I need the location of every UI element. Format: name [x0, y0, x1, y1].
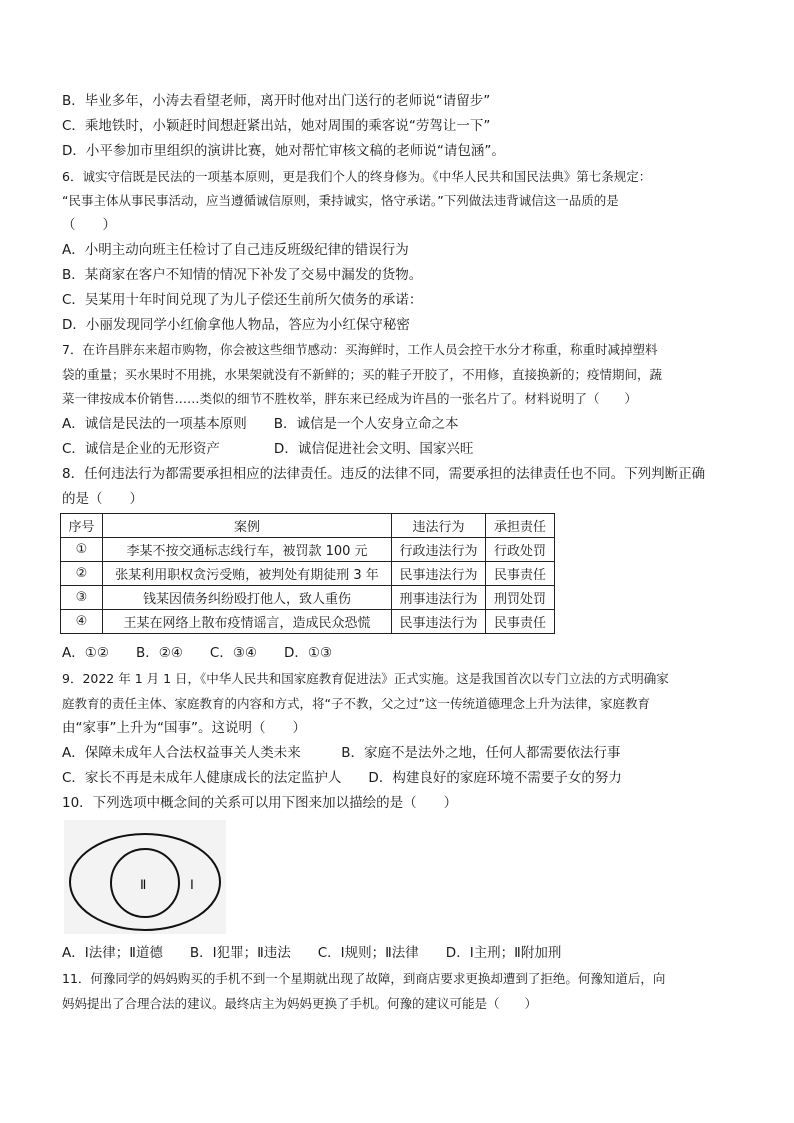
table-cell: 张某利用职权贪污受贿，被判处有期徒刑 3 年: [103, 562, 392, 586]
table-header-cell: 案例: [103, 514, 392, 538]
q9-options-ab: A．保障未成年人合法权益事关人类未来 B．家庭不是法外之地，任何人都需要依法行事: [62, 745, 621, 761]
outer-label: Ⅰ: [190, 877, 194, 892]
table-row: [61, 610, 555, 634]
table-cell: 民事违法行为: [392, 562, 486, 586]
table-header-row: [61, 514, 555, 538]
q5-option-d: D．小平参加市里组织的演讲比赛，她对帮忙审核文稿的老师说“请包涵”。: [62, 143, 505, 159]
table-cell: 行政处罚: [486, 538, 555, 562]
q5-option-c: C．乘地铁时，小颖赶时间想赶紧出站，她对周围的乘客说“劳驾让一下”: [62, 118, 491, 134]
nested-circles-svg: [64, 820, 226, 934]
table-cell: ③: [61, 586, 103, 610]
table-header-cell: 序号: [61, 514, 103, 538]
table-row: [61, 586, 555, 610]
q10-options: A．Ⅰ法律；Ⅱ道德 B．Ⅰ犯罪；Ⅱ违法 C．Ⅰ规则；Ⅱ法律 D．Ⅰ主刑；Ⅱ附加刑: [62, 945, 562, 961]
q7-stem-line1: 7．在许昌胖东来超市购物，你会被这些细节感动：买海鲜时，工作人员会控干水分才称重，称重时减掉塑料: [62, 342, 658, 357]
table-cell: 刑罚处罚: [486, 586, 555, 610]
table-cell: 李某不按交通标志线行车，被罚款 100 元: [103, 538, 392, 562]
q11-stem-line2: 妈妈提出了合理合法的建议。最终店主为妈妈更换了手机。何豫的建议可能是（ ）: [62, 996, 538, 1011]
q8-stem-line1: 8．任何违法行为都需要承担相应的法律责任。违反的法律不同，需要承担的法律责任也不同。下列判断正确: [62, 466, 706, 482]
q6-option-d: D．小丽发现同学小红偷拿他人物品，答应为小红保守秘密: [62, 317, 410, 333]
table-header-cell: 承担责任: [486, 514, 555, 538]
table-cell: ④: [61, 610, 103, 634]
table-cell: 行政违法行为: [392, 538, 486, 562]
table-cell: 民事责任: [486, 562, 555, 586]
q7-stem-line2: 袋的重量；买水果时不用挑，水果架就没有不新鲜的；买的鞋子开胶了，不用修，直接换新的；疫情期间，蔬: [62, 367, 663, 382]
table-cell: 王某在网络上散布疫情谣言，造成民众恐慌: [103, 610, 392, 634]
q11-stem-line1: 11．何豫同学的妈妈购买的手机不到一个星期就出现了故障，到商店要求更换却遭到了拒绝。何豫知道后，向: [62, 971, 666, 986]
table-row: [61, 538, 555, 562]
q9-stem-line1: 9．2022 年 1 月 1 日，《中华人民共和国家庭教育促进法》正式实施。这是我国首次以专门立法的方式明确家: [62, 671, 669, 686]
q10-nested-circles-diagram: [64, 820, 226, 934]
table-cell: 钱某因债务纠纷殴打他人，致人重伤: [103, 586, 392, 610]
table-cell: 民事违法行为: [392, 610, 486, 634]
q6-stem-line2: “民事主体从事民事活动，应当遵循诚信原则，秉持诚实，恪守承诺。”下列做法违背诚信这一品质的是: [62, 193, 619, 208]
table-cell: ①: [61, 538, 103, 562]
q9-stem-line2: 庭教育的责任主体、家庭教育的内容和方式，将“子不教，父之过”这一传统道德理念上升为法律，家庭教育: [62, 696, 650, 711]
table-cell: 民事责任: [486, 610, 555, 634]
table-header-cell: 违法行为: [392, 514, 486, 538]
q6-option-c: C．吴某用十年时间兑现了为儿子偿还生前所欠债务的承诺：: [62, 292, 423, 308]
q7-options-ab: A．诚信是民法的一项基本原则 B．诚信是一个人安身立命之本: [62, 416, 459, 432]
q6-stem-line1: 6．诚实守信既是民法的一项基本原则，更是我们个人的终身修为。《中华人民共和国民法典》第七条规定：: [62, 169, 652, 184]
q10-stem: 10．下列选项中概念间的关系可以用下图来加以描绘的是（ ）: [62, 795, 458, 811]
q7-stem-line3: 菜一律按成本价销售……类似的细节不胜枚举，胖东来已经成为许昌的一张名片了。材料说明了（ ）: [62, 391, 638, 406]
q6-option-a: A．小明主动向班主任检讨了自己违反班级纪律的错误行为: [62, 242, 409, 258]
q9-options-cd: C．家长不再是未成年人健康成长的法定监护人 D．构建良好的家庭环境不需要子女的努力: [62, 770, 622, 786]
q6-stem-line3: （ ）: [62, 217, 116, 233]
q8-case-table: [60, 513, 555, 634]
q5-option-b: B．毕业多年，小涛去看望老师，离开时他对出门送行的老师说“请留步”: [62, 93, 491, 109]
table-row: [61, 562, 555, 586]
q9-stem-line3: 由“家事”上升为“国事”。这说明（ ）: [62, 720, 306, 736]
inner-label: Ⅱ: [140, 877, 147, 892]
q6-option-b: B．某商家在客户不知情的情况下补发了交易中漏发的货物。: [62, 267, 423, 283]
q7-options-cd: C．诚信是企业的无形资产 D．诚信促进社会文明、国家兴旺: [62, 441, 474, 457]
q8-options: A．①② B．②④ C．③④ D．①③: [62, 645, 333, 661]
table-cell: ②: [61, 562, 103, 586]
q8-stem-line2: 的是（ ）: [62, 491, 143, 507]
table-cell: 刑事违法行为: [392, 586, 486, 610]
